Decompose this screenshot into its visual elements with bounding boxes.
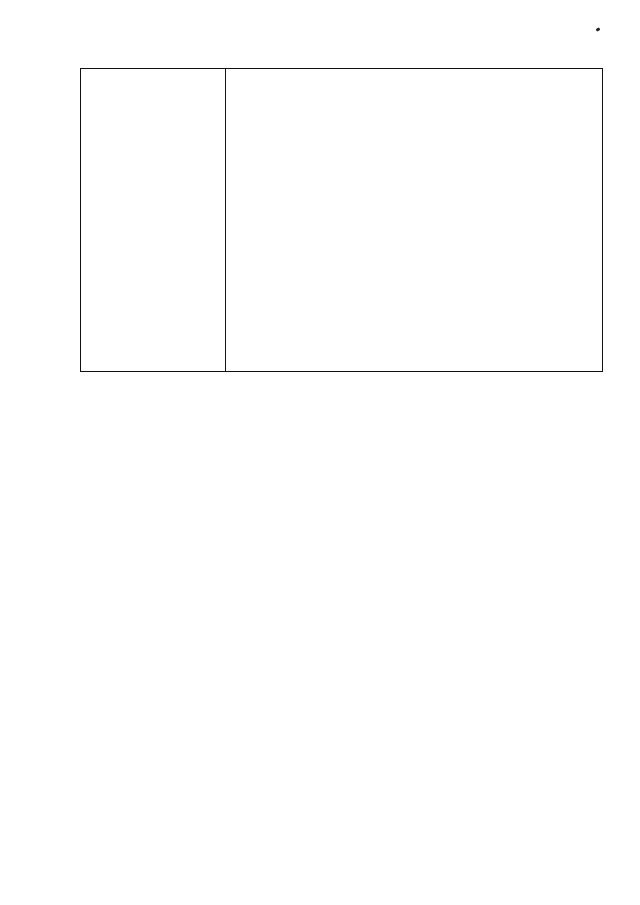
scan-mark — [596, 27, 601, 32]
table-right-cell — [226, 69, 602, 371]
budget-table — [80, 68, 603, 372]
table-left-cell — [81, 69, 226, 371]
